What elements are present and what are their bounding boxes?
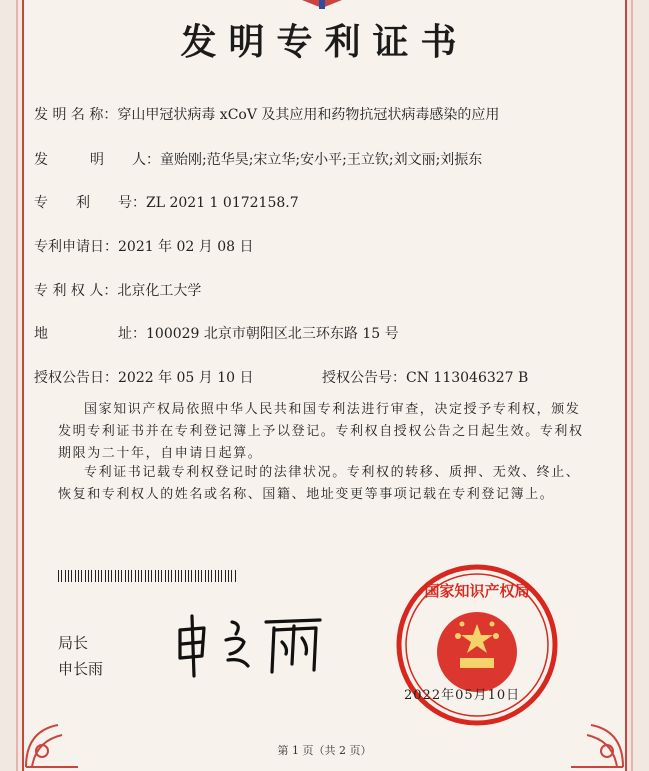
barcode-icon xyxy=(58,570,240,582)
inventors-value: 童贻刚;范华昊;宋立华;安小平;王立钦;刘文丽;刘振东 xyxy=(160,152,483,168)
official-seal-icon xyxy=(394,562,560,728)
patent-number-value: ZL 2021 1 0172158.7 xyxy=(146,195,299,211)
address-row xyxy=(34,323,399,343)
corner-ornament-icon xyxy=(567,711,627,771)
grant-date-value: 2022 年 05 月 10 日 xyxy=(118,370,254,386)
certificate-title: 发明专利证书 xyxy=(180,21,469,63)
legal-status-paragraph: 专利证书记载专利权登记时的法律状况。专利权的转移、质押、无效、终止、恢复和专利权人的姓名或名称、国籍、地址变更等事项记载在专利登记簿上。 xyxy=(58,465,581,502)
seal-arc-text: 国家知识产权局 xyxy=(424,582,530,600)
invention-name-value: 穿山甲冠状病毒 xCoV 及其应用和药物抗冠状病毒感染的应用 xyxy=(117,107,500,123)
grant-date-label: 授权公告日： xyxy=(34,370,118,386)
signature-name: 申长雨 xyxy=(58,660,104,678)
left-decorative-border xyxy=(0,0,24,771)
page-footer: 第 1 页（共 2 页） xyxy=(277,744,372,757)
seal-date: 2022年05月10日 xyxy=(404,688,521,703)
grant-number-label: 授权公告号： xyxy=(322,370,406,386)
inventors-label: 发 明 人： xyxy=(34,152,160,168)
inventors-row xyxy=(34,149,482,169)
grant-number-value: CN 113046327 B xyxy=(406,370,529,386)
patentee-row xyxy=(34,280,201,300)
signature-title: 局长 xyxy=(58,634,89,652)
application-date-label: 专利申请日： xyxy=(34,239,118,255)
right-decorative-border xyxy=(625,0,649,771)
grant-statement-paragraph: 国家知识产权局依照中华人民共和国专利法进行审查，决定授予专利权，颁发发明专利证书并在专利登记簿上予以登记。专利权自授权公告之日起生效。专利权期限为二十年，自申请日起算。 xyxy=(58,402,584,461)
patent-number-row xyxy=(34,192,299,212)
handwritten-signature xyxy=(170,608,330,680)
corner-ornament-icon xyxy=(22,711,82,771)
patentee-value: 北京化工大学 xyxy=(117,283,202,299)
grant-date-row xyxy=(34,367,254,387)
invention-name-row xyxy=(34,104,499,124)
patent-number-label: 专 利 号： xyxy=(34,195,146,211)
address-value: 100029 北京市朝阳区北三环东路 15 号 xyxy=(146,326,399,342)
top-emblem-icon xyxy=(300,0,344,10)
patentee-label: 专 利 权 人： xyxy=(34,283,118,299)
application-date-row xyxy=(34,236,254,256)
address-label: 地 址： xyxy=(34,326,146,342)
application-date-value: 2021 年 02 月 08 日 xyxy=(118,239,254,255)
invention-name-label: 发 明 名 称： xyxy=(34,107,118,123)
grant-number-row xyxy=(322,367,528,387)
